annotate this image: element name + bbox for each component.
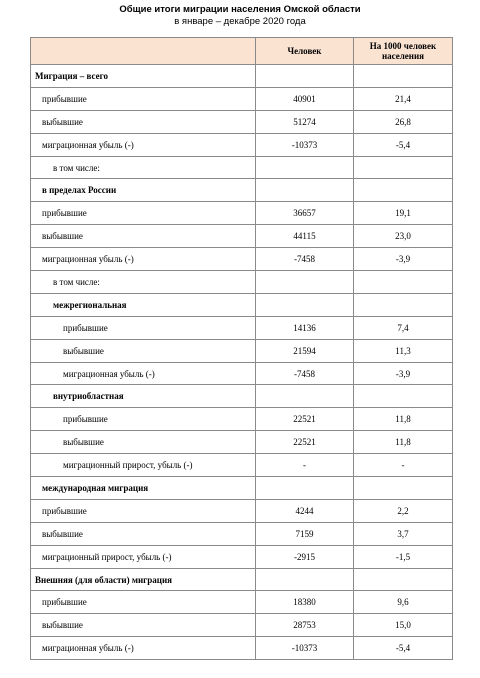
row-label: в том числе:: [31, 271, 256, 294]
table-row: [31, 202, 453, 225]
table-row: [31, 591, 453, 614]
row-label: миграционная убыль (-): [31, 637, 256, 660]
table-row: [31, 271, 453, 294]
persons-cell: -: [256, 454, 354, 477]
row-label: выбывшие: [31, 339, 256, 362]
per1000-cell: 2,2: [354, 499, 453, 522]
persons-cell: 51274: [256, 110, 354, 133]
per1000-cell: [354, 568, 453, 591]
per1000-cell: -1,5: [354, 545, 453, 568]
row-label: Внешняя (для области) миграция: [31, 568, 256, 591]
per1000-cell: 26,8: [354, 110, 453, 133]
per1000-cell: 9,6: [354, 591, 453, 614]
row-label: прибывшие: [31, 499, 256, 522]
table-row: [31, 362, 453, 385]
table-row: [31, 545, 453, 568]
header-cell-per1000: На 1000 человек населения: [354, 38, 453, 65]
persons-cell: -10373: [256, 133, 354, 156]
table-row: [31, 408, 453, 431]
table-row: [31, 499, 453, 522]
table-row: [31, 316, 453, 339]
persons-cell: 22521: [256, 431, 354, 454]
table-row: [31, 179, 453, 202]
per1000-cell: [354, 385, 453, 408]
per1000-cell: -: [354, 454, 453, 477]
table-row: [31, 568, 453, 591]
persons-cell: -2915: [256, 545, 354, 568]
row-label: межрегиональная: [31, 293, 256, 316]
persons-cell: [256, 385, 354, 408]
table-row: [31, 133, 453, 156]
per1000-cell: -5,4: [354, 637, 453, 660]
per1000-cell: 11,8: [354, 408, 453, 431]
table-row: [31, 87, 453, 110]
persons-cell: 18380: [256, 591, 354, 614]
row-label: миграционная убыль (-): [31, 362, 256, 385]
header-cell-persons: Человек: [256, 38, 354, 65]
table-row: [31, 522, 453, 545]
persons-cell: [256, 179, 354, 202]
header-cell-indicator: [31, 38, 256, 65]
per1000-cell: -3,9: [354, 248, 453, 271]
row-label: выбывшие: [31, 225, 256, 248]
table-row: [31, 477, 453, 500]
row-label: прибывшие: [31, 87, 256, 110]
per1000-cell: [354, 477, 453, 500]
persons-cell: 14136: [256, 316, 354, 339]
per1000-cell: -5,4: [354, 133, 453, 156]
persons-cell: 44115: [256, 225, 354, 248]
table-row: [31, 614, 453, 637]
per1000-cell: 21,4: [354, 87, 453, 110]
row-label: международная миграция: [31, 477, 256, 500]
table-row: [31, 431, 453, 454]
title-line-2: в январе – декабре 2020 года: [174, 16, 306, 27]
persons-cell: -10373: [256, 637, 354, 660]
table-row: [31, 293, 453, 316]
row-label: миграционная убыль (-): [31, 133, 256, 156]
per1000-cell: [354, 65, 453, 88]
persons-cell: -7458: [256, 362, 354, 385]
per1000-cell: 11,3: [354, 339, 453, 362]
per1000-cell: 19,1: [354, 202, 453, 225]
persons-cell: 40901: [256, 87, 354, 110]
row-label: внутриобластная: [31, 385, 256, 408]
table-header-row: [31, 38, 453, 65]
persons-cell: 7159: [256, 522, 354, 545]
table-row: [31, 637, 453, 660]
persons-cell: [256, 477, 354, 500]
persons-cell: [256, 156, 354, 179]
row-label: в том числе:: [31, 156, 256, 179]
persons-cell: [256, 293, 354, 316]
row-label: выбывшие: [31, 614, 256, 637]
persons-cell: -7458: [256, 248, 354, 271]
table-row: [31, 385, 453, 408]
row-label: прибывшие: [31, 316, 256, 339]
per1000-cell: [354, 271, 453, 294]
migration-table: [30, 37, 453, 660]
per1000-cell: [354, 156, 453, 179]
row-label: миграционный прирост, убыль (-): [31, 454, 256, 477]
persons-cell: 28753: [256, 614, 354, 637]
per1000-cell: 23,0: [354, 225, 453, 248]
per1000-cell: -3,9: [354, 362, 453, 385]
row-label: Миграция – всего: [31, 65, 256, 88]
per1000-cell: [354, 293, 453, 316]
per1000-cell: 7,4: [354, 316, 453, 339]
table-row: [31, 110, 453, 133]
row-label: выбывшие: [31, 431, 256, 454]
table-row: [31, 156, 453, 179]
persons-cell: [256, 65, 354, 88]
persons-cell: [256, 568, 354, 591]
persons-cell: 4244: [256, 499, 354, 522]
persons-cell: 22521: [256, 408, 354, 431]
row-label: миграционная убыль (-): [31, 248, 256, 271]
per1000-cell: [354, 179, 453, 202]
per1000-cell: 3,7: [354, 522, 453, 545]
table-row: [31, 339, 453, 362]
title-line-1: Общие итоги миграции населения Омской области: [119, 4, 361, 15]
table-row: [31, 454, 453, 477]
table-row: [31, 65, 453, 88]
document-title: [0, 4, 480, 27]
row-label: миграционный прирост, убыль (-): [31, 545, 256, 568]
row-label: прибывшие: [31, 202, 256, 225]
per1000-cell: 15,0: [354, 614, 453, 637]
table-row: [31, 248, 453, 271]
row-label: прибывшие: [31, 591, 256, 614]
row-label: прибывшие: [31, 408, 256, 431]
row-label: в пределах России: [31, 179, 256, 202]
table-row: [31, 225, 453, 248]
persons-cell: [256, 271, 354, 294]
persons-cell: 36657: [256, 202, 354, 225]
row-label: выбывшие: [31, 110, 256, 133]
persons-cell: 21594: [256, 339, 354, 362]
per1000-cell: 11,8: [354, 431, 453, 454]
row-label: выбывшие: [31, 522, 256, 545]
